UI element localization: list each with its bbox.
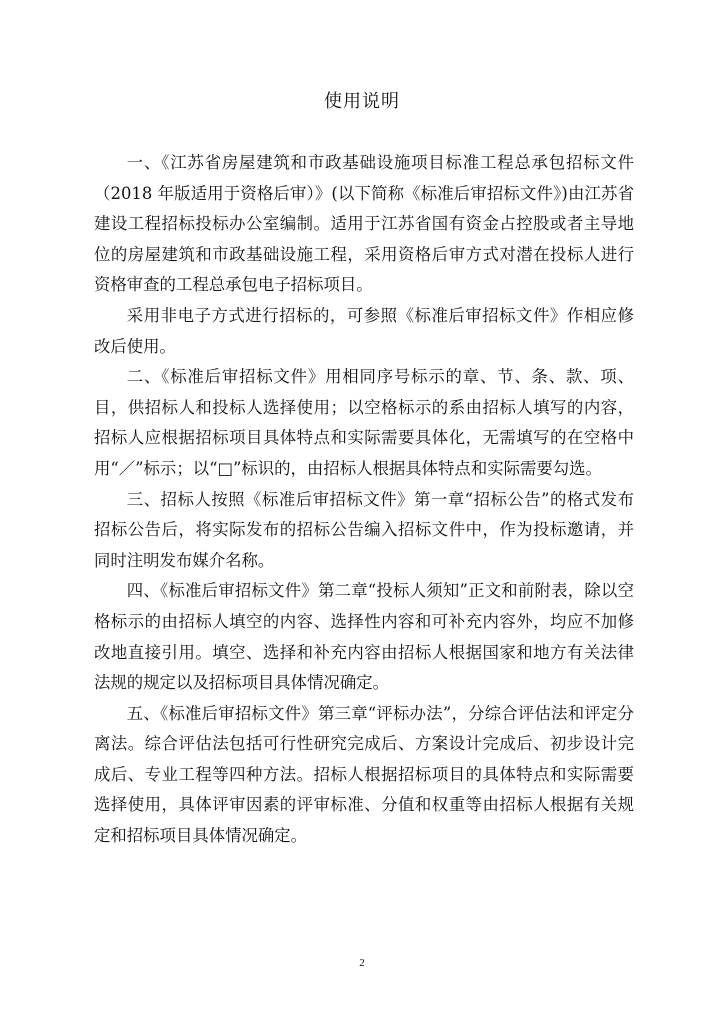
paragraph-6: 五、《标准后审招标文件》第三章“评标办法”，分综合评估法和评定分离法。综合评估法包括可行性研究完成后、方案设计完成后、初步设计完成后、专业工程等四种方法。招标人根据招标项目的具体特点和实际需要选择使用，具体评审因素的评审标准、分值和权重等由招标人根据有关规定和招标项目具体情况确定。: [94, 703, 634, 846]
page-number: 2: [359, 957, 365, 969]
paragraph-3: 二、《标准后审招标文件》用相同序号标示的章、节、条、款、项、目，供招标人和投标人选择使用；以空格标示的系由招标人填写的内容，招标人应根据招标项目具体特点和实际需要具体化，无需填写的在空格中用“／”标示；以“□”标识的，由招标人根据具体特点和实际需要勾选。: [94, 367, 634, 478]
paragraph-4: 三、招标人按照《标准后审招标文件》第一章“招标公告”的格式发布招标公告后，将实际发布的招标公告编入招标文件中，作为投标邀请，并同时注明发布媒介名称。: [94, 489, 634, 570]
body-text: [94, 148, 634, 852]
paragraph-1: 一、《江苏省房屋建筑和市政基础设施项目标准工程总承包招标文件（2018 年版适用于资格后审）》(以下简称《标准后审招标文件》)由江苏省建设工程招标投标办公室编制。适用于江苏省国有资金占控股或者主导地位的房屋建筑和市政基础设施工程，采用资格后审方式对潜在投标人进行资格审查的工程总承包电子招标项目。: [94, 153, 634, 295]
page-title: 使用说明: [324, 91, 400, 112]
paragraph-5: 四、《标准后审招标文件》第二章“投标人须知”正文和前附表，除以空格标示的由招标人填空的内容、选择性内容和可补充内容外，均应不加修改地直接引用。填空、选择和补充内容由招标人根据国家和地方有关法律法规的规定以及招标项目具体情况确定。: [94, 581, 634, 693]
paragraph-2: 采用非电子方式进行招标的，可参照《标准后审招标文件》作相应修改后使用。: [94, 305, 634, 356]
